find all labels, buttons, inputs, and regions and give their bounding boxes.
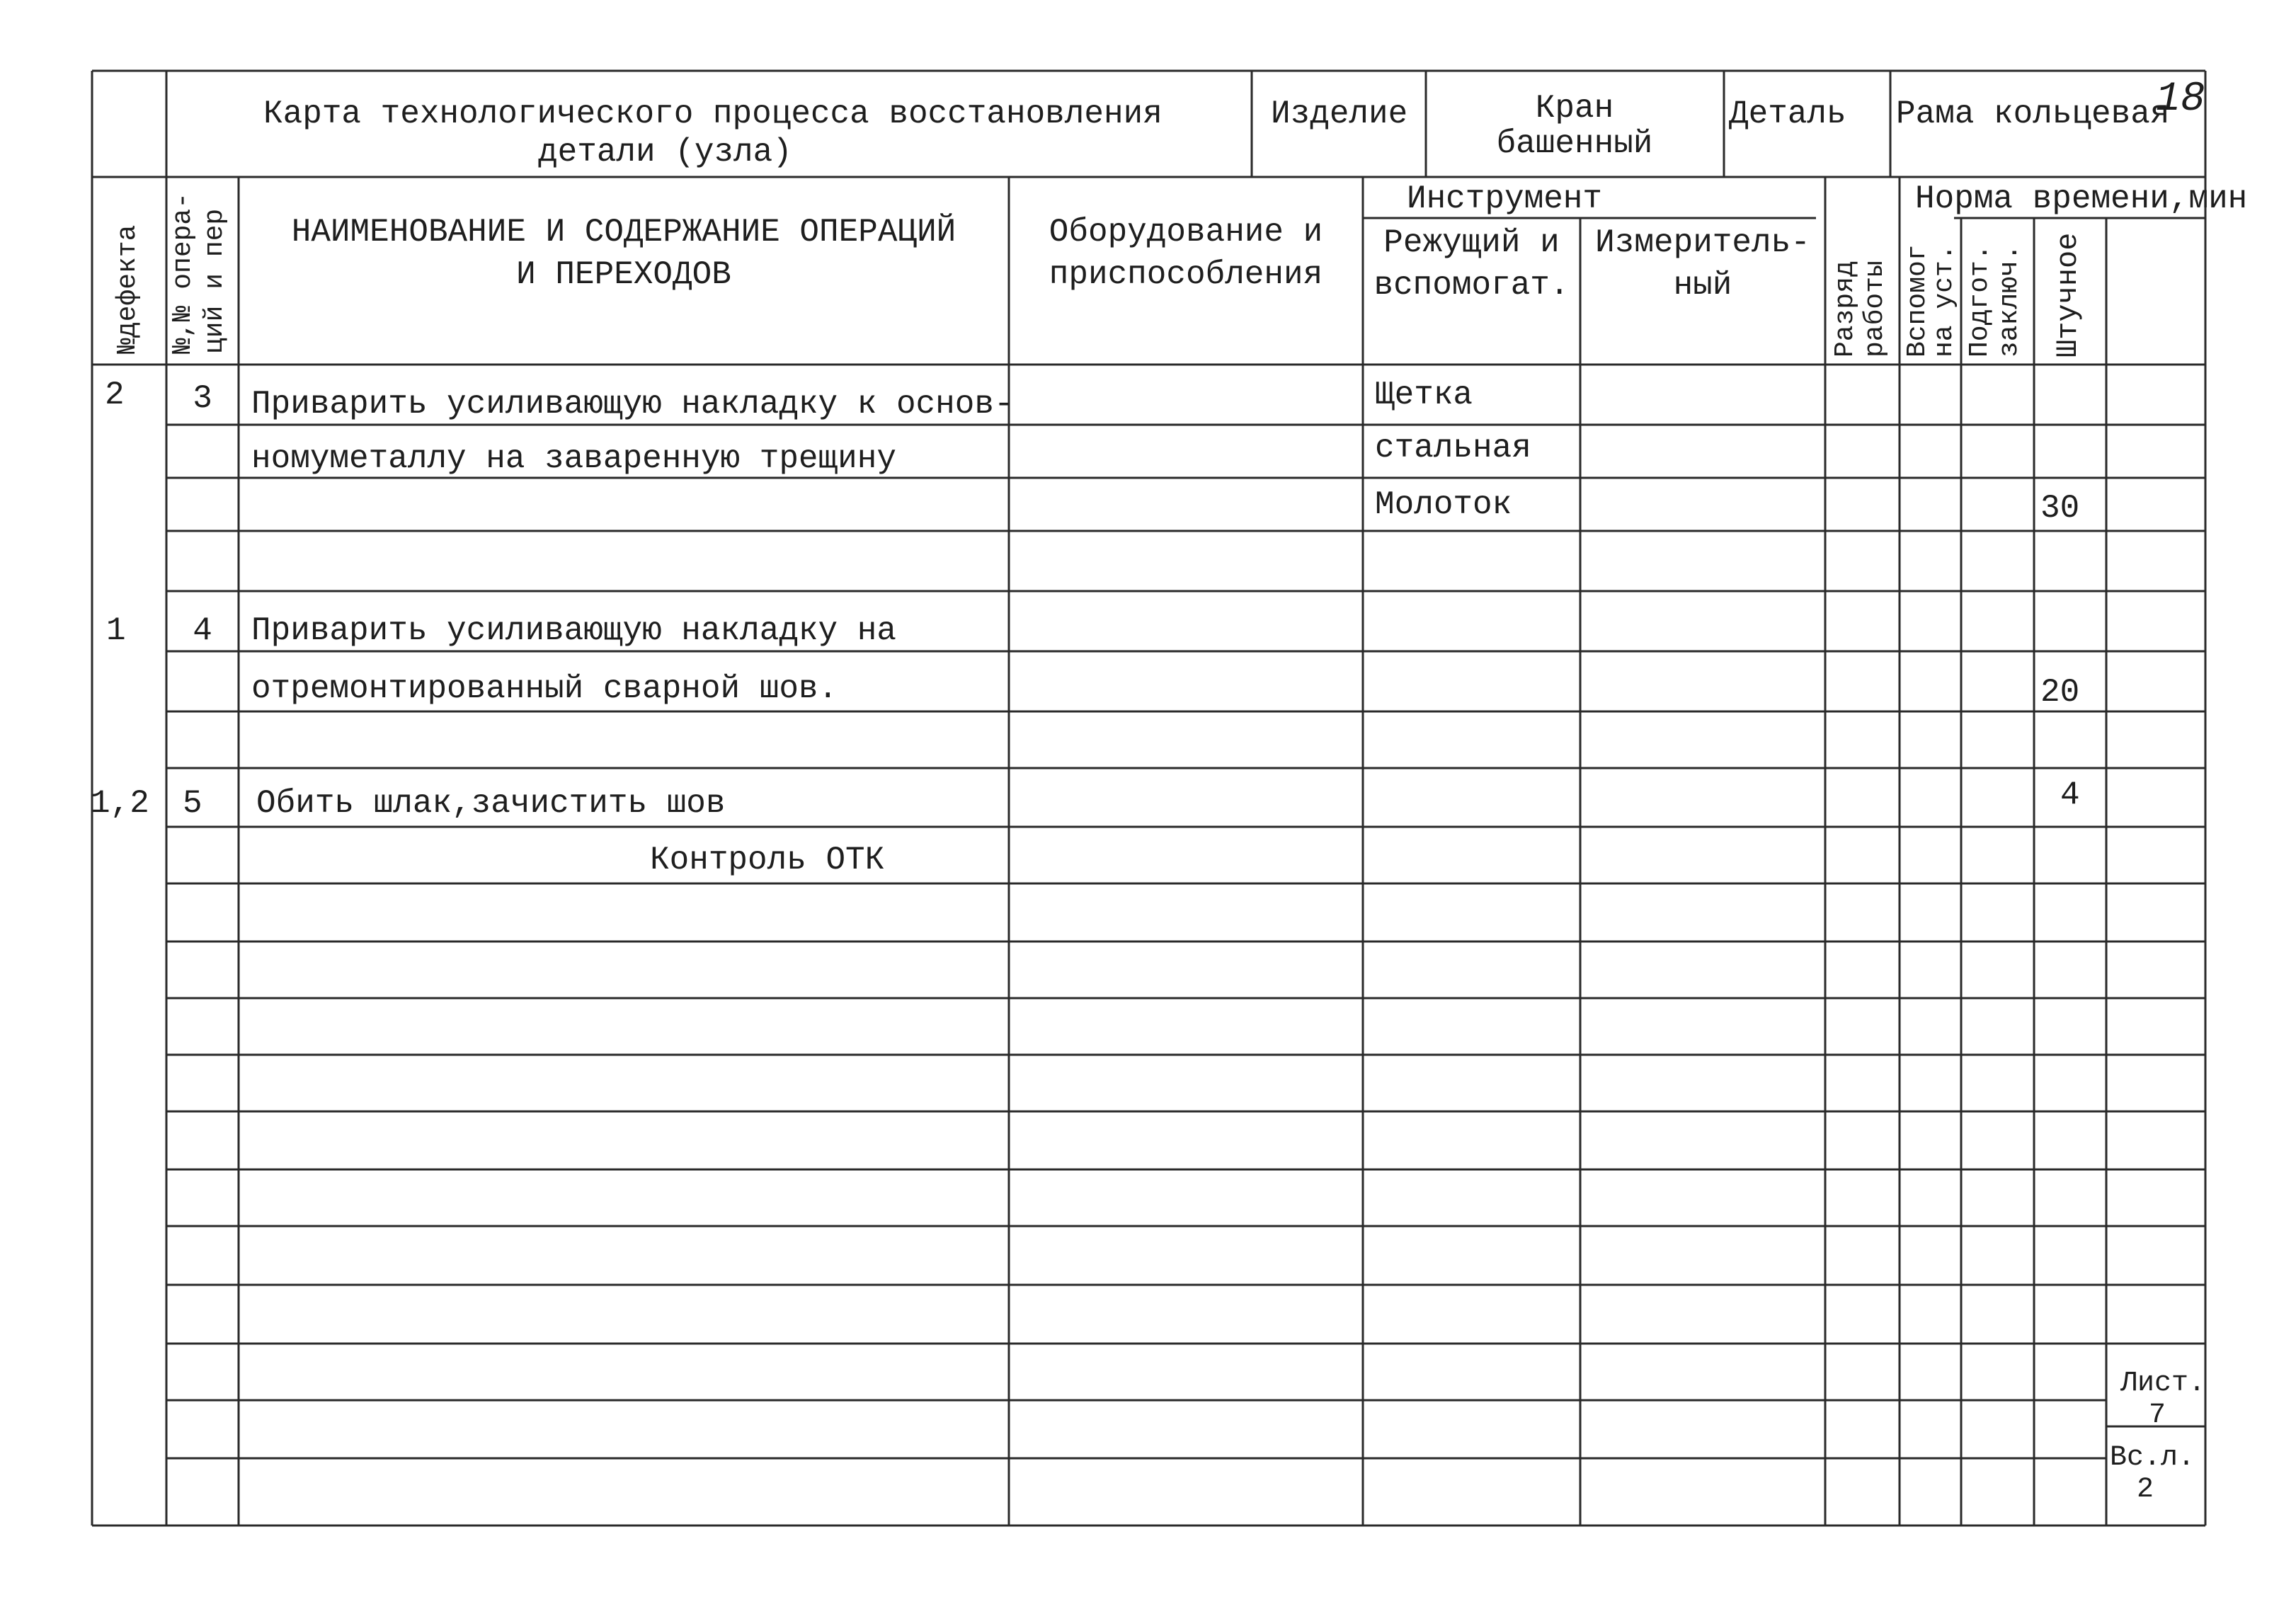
row1-op: 3 bbox=[193, 380, 212, 417]
part-label: Деталь bbox=[1729, 96, 1846, 132]
col-equip-line1: Оборудование и bbox=[1049, 214, 1323, 251]
col-op-no-line2: ций и пер bbox=[200, 208, 230, 354]
row2-text: номуметаллу на заваренную трещину bbox=[251, 440, 896, 477]
col-time-group: Норма времени,мин bbox=[1915, 181, 2248, 217]
row6-defect: 1,2 bbox=[91, 785, 149, 822]
total-sheets-value: 2 bbox=[2137, 1474, 2154, 1506]
form-title-line1: Карта технологического процесса восстановления bbox=[263, 96, 1163, 132]
row3-tool: Молоток bbox=[1375, 486, 1512, 523]
row6-op: 5 bbox=[183, 785, 202, 822]
col-name-line2: И ПЕРЕХОДОВ bbox=[516, 256, 731, 293]
row4-op: 4 bbox=[193, 612, 212, 649]
col-piece: Штучное bbox=[2051, 232, 2085, 357]
col-aux-line1: Вспомог bbox=[1902, 244, 1933, 357]
row5-text: отремонтированный сварной шов. bbox=[251, 670, 838, 707]
col-op-no-line1: №,№ опера- bbox=[168, 192, 198, 354]
col-name-line1: НАИМЕНОВАНИЕ И СОДЕРЖАНИЕ ОПЕРАЦИЙ bbox=[291, 214, 956, 251]
row4-text: Приварить усиливающую накладку на bbox=[251, 612, 896, 649]
col-tool-group: Инструмент bbox=[1406, 181, 1603, 217]
col-tool-cut-line1: Режущий и bbox=[1383, 224, 1560, 261]
sheet-value: 7 bbox=[2149, 1399, 2166, 1431]
col-prep-line1: Подгот. bbox=[1965, 244, 1995, 357]
col-tool-cut-line2: вспомогат. bbox=[1373, 267, 1570, 304]
row6-text: Обить шлак,зачистить шов bbox=[256, 785, 726, 822]
product-value-line1: Кран bbox=[1535, 90, 1614, 127]
col-aux-line2: на уст. bbox=[1929, 244, 1960, 357]
sheet-label: Лист. bbox=[2120, 1368, 2206, 1399]
product-value-line2: башенный bbox=[1496, 125, 1653, 162]
row3-time: 30 bbox=[2040, 490, 2080, 527]
form-title-line2: детали (узла) bbox=[538, 134, 792, 171]
part-value: Рама кольцевая bbox=[1896, 96, 2170, 132]
col-grade-line1: Разряд bbox=[1830, 261, 1861, 357]
row5-time: 20 bbox=[2040, 674, 2080, 711]
product-label: Изделие bbox=[1271, 96, 1408, 132]
col-grade-line2: работы bbox=[1860, 261, 1890, 357]
row4-defect: 1 bbox=[106, 612, 126, 649]
col-tool-meas-line1: Измеритель- bbox=[1595, 224, 1810, 261]
page-mark: 18 bbox=[2156, 76, 2205, 122]
row1-tool: Щетка bbox=[1375, 377, 1473, 413]
row6-time: 4 bbox=[2060, 777, 2080, 813]
row2-tool: стальная bbox=[1375, 430, 1531, 466]
row1-defect: 2 bbox=[105, 377, 125, 413]
col-tool-meas-line2: ный bbox=[1673, 267, 1732, 304]
col-defect-no: №дефекта bbox=[113, 224, 143, 354]
row7-text: Контроль ОТК bbox=[650, 842, 885, 878]
row1-text: Приварить усиливающую накладку к основ- bbox=[251, 386, 1014, 423]
col-prep-line2: заключ. bbox=[1994, 244, 2025, 357]
total-sheets-label: Вс.л. bbox=[2110, 1442, 2195, 1474]
col-equip-line2: приспособления bbox=[1049, 256, 1323, 293]
